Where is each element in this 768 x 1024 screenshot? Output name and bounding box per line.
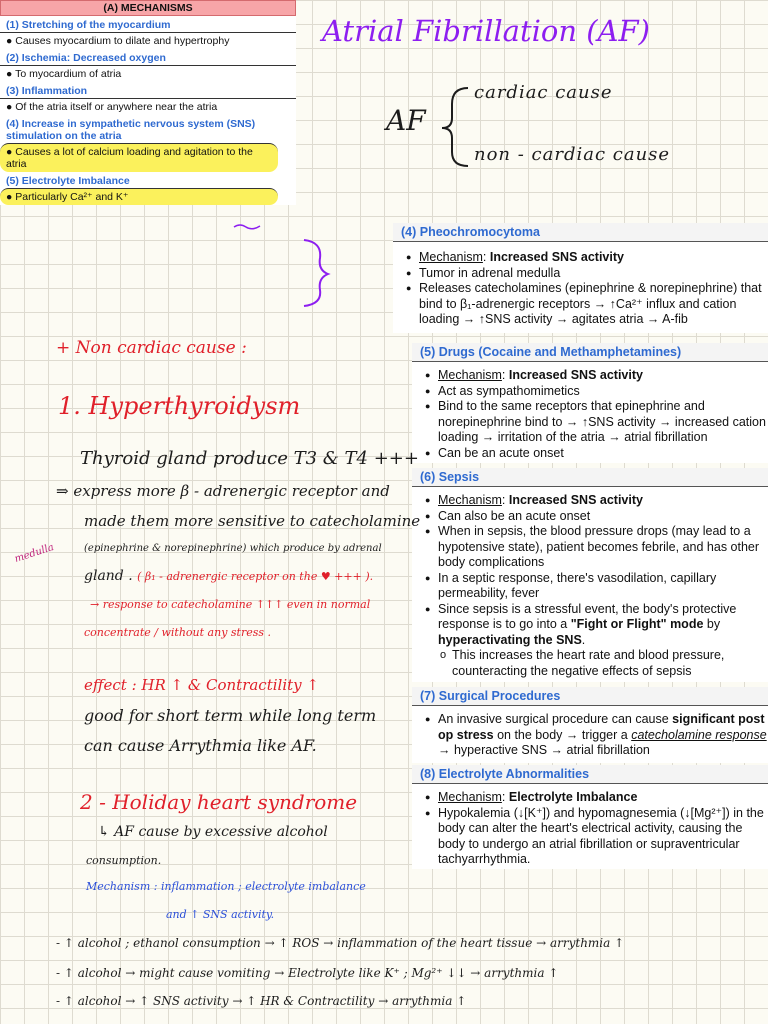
pheochromocytoma-panel	[393, 223, 768, 333]
note-line: → response to catecholamine ↑↑↑ even in normal	[90, 598, 371, 611]
cardiac-cause-label: cardiac cause	[474, 82, 613, 103]
note-line: Thyroid gland produce T3 & T4 +++	[80, 448, 419, 469]
electrolyte-title: (8) Electrolyte Abnormalities	[412, 765, 768, 784]
note-line: (epinephrine & norepinephrine) which produce by adrenal	[84, 543, 382, 554]
bullet-line: - ↑ alcohol → ↑ SNS activity → ↑ HR & Contractility → arrythmia ↑	[56, 994, 467, 1008]
non-cardiac-cause-label: non - cardiac cause	[474, 144, 671, 165]
mechanism-heading-5: (5) Electrolyte Imbalance	[6, 175, 130, 187]
mechanism-heading-2: (2) Ischemia: Decreased oxygen	[6, 52, 166, 64]
medulla-side-note: medulla	[13, 541, 56, 566]
electrolyte-panel	[412, 765, 768, 869]
list-item: ● Bind to the same receptors that epinephrine and norepinephrine bind to → ↑SNS activity → increased cation loading → irritation of the atria → atrial fibrillation	[428, 399, 768, 446]
mechanisms-header: (A) MECHANISMS	[0, 0, 296, 16]
list-item: ● Mechanism: Increased SNS activity	[428, 368, 768, 384]
mechanism-body-2: ● To myocardium of atria	[0, 65, 296, 82]
non-cardiac-heading: + Non cardiac cause :	[56, 338, 247, 358]
list-item: ● Mechanism: Increased SNS activity	[428, 493, 768, 509]
note-line: ↳ AF cause by excessive alcohol	[98, 824, 328, 840]
mechanism-body-3: ● Of the atria itself or anywhere near the atria	[0, 98, 296, 115]
bullet-line: - ↑ alcohol → might cause vomiting → Electrolyte like K⁺ ; Mg²⁺ ↓↓ → arrythmia ↑	[56, 966, 559, 980]
note-line: can cause Arrythmia like AF.	[84, 736, 317, 755]
drugs-title: (5) Drugs (Cocaine and Methamphetamines)	[412, 343, 768, 362]
af-label: AF	[386, 104, 426, 137]
note-line: ⇒ express more β - adrenergic receptor and	[56, 482, 390, 500]
effect-line: effect : HR ↑ & Contractility ↑	[84, 676, 319, 694]
list-item: ● An invasive surgical procedure can cause significant post op stress on the body → trigger a catecholamine response → hyperactive SNS → atrial fibrillation	[428, 712, 768, 759]
sepsis-panel	[412, 468, 768, 682]
mechanism-note-line: and ↑ SNS activity.	[166, 908, 275, 921]
mechanism-body-1: ● Causes myocardium to dilate and hypertrophy	[0, 32, 296, 49]
mechanism-heading-1: (1) Stretching of the myocardium	[6, 19, 171, 31]
page-title: Atrial Fibrillation (AF)	[322, 14, 650, 48]
list-item: ● Tumor in adrenal medulla	[409, 266, 768, 282]
list-item: ● Mechanism: Electrolyte Imbalance	[428, 790, 768, 806]
curly-brace-icon	[424, 82, 474, 172]
pheochromocytoma-title: (4) Pheochromocytoma	[393, 223, 768, 242]
mechanisms-panel	[0, 0, 296, 205]
note-line: made them more sensitive to catecholamine	[84, 512, 421, 530]
sepsis-title: (6) Sepsis	[412, 468, 768, 487]
note-line: concentrate / without any stress .	[84, 626, 272, 639]
list-item: ● Releases catecholamines (epinephrine & norepinephrine) that bind to β₁-adrenergic receptors → ↑Ca²⁺ influx and cation loading → ↑SNS activity → agitates atria → A-fib	[409, 281, 768, 328]
note-line: good for short term while long term	[84, 706, 377, 725]
bullet-line: - ↑ alcohol ; ethanol consumption → ↑ ROS → inflammation of the heart tissue → arrythmia ↑	[56, 936, 625, 950]
drugs-panel	[412, 343, 768, 463]
mechanism-body-5: ● Particularly Ca²⁺ and K⁺	[0, 188, 278, 205]
list-item: ● When in sepsis, the blood pressure drops (may lead to a hypotensive state), patient becomes febrile, and has other body complications	[428, 524, 768, 571]
holiday-heart-heading: 2 - Holiday heart syndrome	[80, 790, 358, 814]
mechanism-heading-4: (4) Increase in sympathetic nervous system (SNS) stimulation on the atria	[6, 118, 256, 142]
list-item: ● Hypokalemia (↓[K⁺]) and hypomagnesemia (↓[Mg²⁺]) in the body can alter the heart's electrical activity, causing the body to undergo an atrial fibrillation or supraventricular tachyarrhythmia.	[428, 806, 768, 868]
purple-underline-icon	[232, 222, 262, 232]
mechanism-body-4: ● Causes a lot of calcium loading and agitation to the atria	[0, 143, 278, 172]
surgical-panel	[412, 687, 768, 763]
note-line: consumption.	[86, 854, 162, 867]
list-item: ● Mechanism: Increased SNS activity	[409, 250, 768, 266]
mechanism-heading-3: (3) Inflammation	[6, 85, 88, 97]
list-item: ● Can also be an acute onset	[428, 509, 768, 525]
surgical-title: (7) Surgical Procedures	[412, 687, 768, 706]
list-item: o This increases the heart rate and blood pressure, counteracting the negative effects of sepsis	[442, 648, 768, 679]
list-item: ● Act as sympathomimetics	[428, 384, 768, 400]
note-line: gland . ( β₁ - adrenergic receptor on the ♥ +++ ).	[84, 568, 374, 584]
hyperthyroidism-heading: 1. Hyperthyroidysm	[58, 392, 301, 420]
list-item: ● In a septic response, there's vasodilation, capillary permeability, fever	[428, 571, 768, 602]
list-item: ● Since sepsis is a stressful event, the body's protective response is to go into a "Fight or Flight" mode by hyperactivating the SNS.	[428, 602, 768, 649]
purple-bracket-icon	[300, 238, 340, 308]
mechanism-note-line: Mechanism : inflammation ; electrolyte imbalance	[86, 880, 366, 893]
list-item: ● Can be an acute onset	[428, 446, 768, 462]
